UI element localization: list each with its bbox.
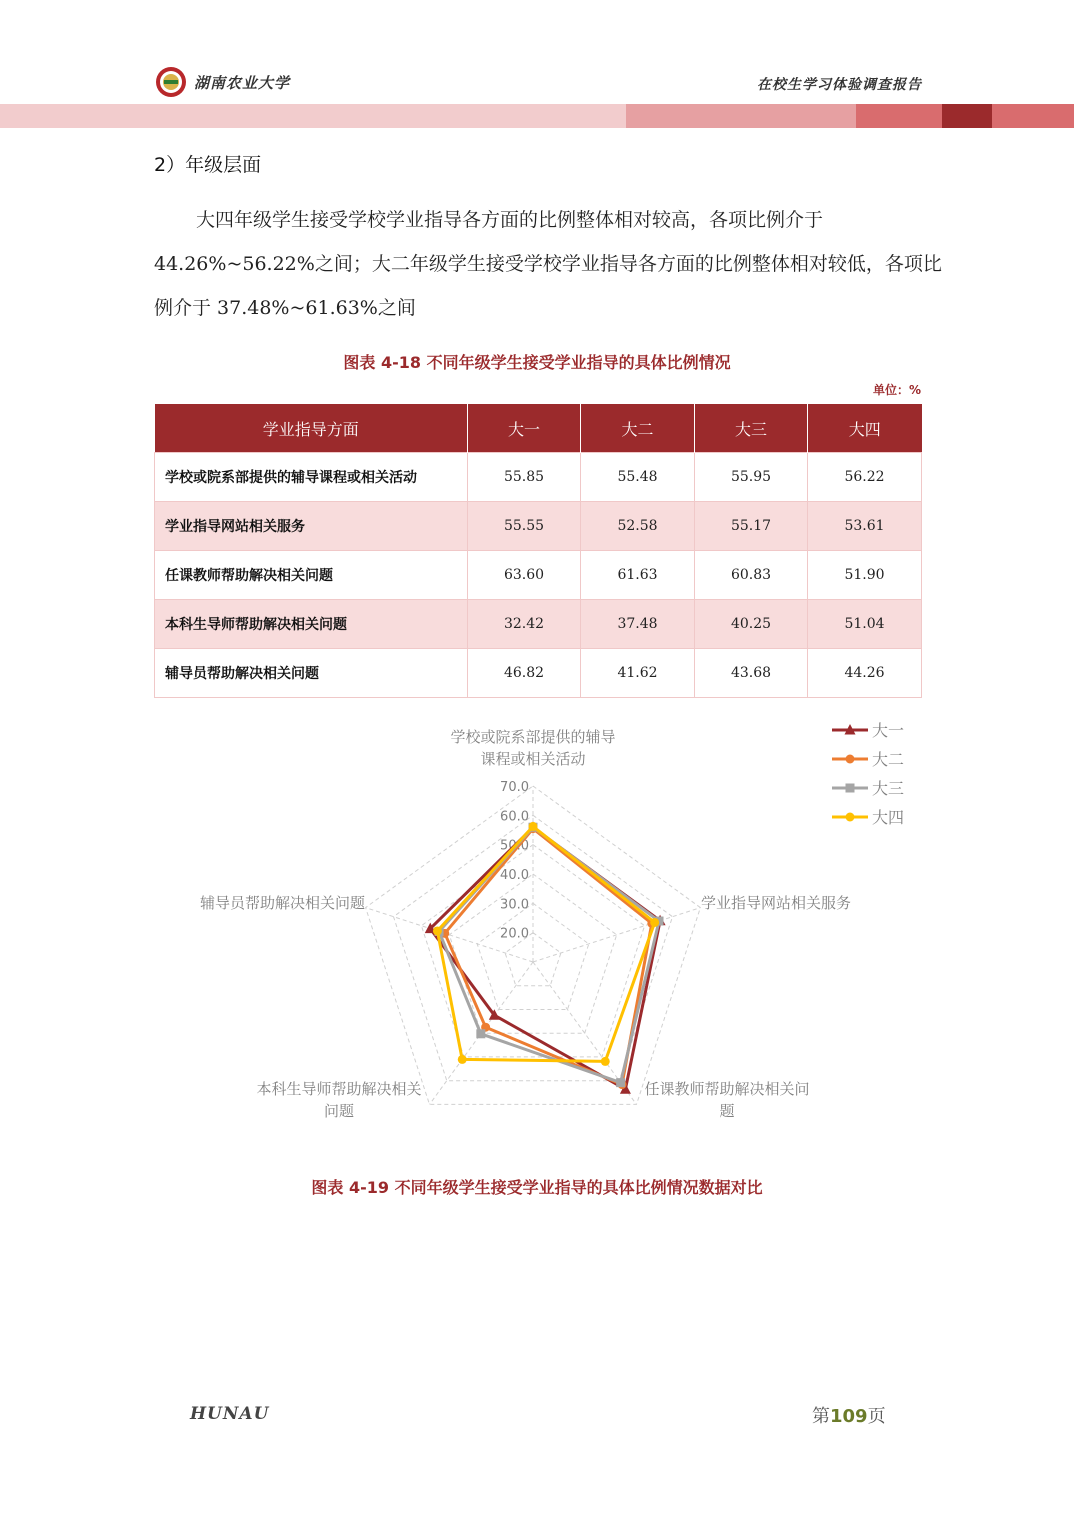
paragraph-text: 大四年级学生接受学校学业指导各方面的比例整体相对较高，各项比例介于44.26%~56.22%之间；大二年级学生接受学校学业指导各方面的比例整体相对较低，各项比例介于 37.48%~61.63%之间 [154, 209, 942, 319]
radar-data-point [458, 1055, 467, 1064]
legend-label: 大二 [872, 750, 905, 769]
radar-data-point [433, 926, 442, 935]
radar-axis-label-line: 任课教师帮助解决相关问 [644, 1080, 810, 1098]
table-cell: 53.61 [808, 502, 922, 551]
footer-brand: HUNAU [190, 1404, 270, 1424]
legend-marker [846, 784, 855, 793]
header-band-light [0, 104, 626, 128]
table-cell: 55.17 [695, 502, 808, 551]
radar-axis-label [644, 1080, 809, 1120]
page-suffix: 页 [867, 1406, 886, 1427]
chart-caption: 图表 4-19 不同年级学生接受学业指导的具体比例情况数据对比 [311, 1178, 763, 1197]
table-cell: 60.83 [695, 551, 808, 600]
table-caption: 图表 4-18 不同年级学生接受学业指导的具体比例情况 [343, 353, 731, 372]
radar-series-line [437, 826, 654, 1061]
radar-tick-label: 70.0 [500, 780, 529, 795]
radar-axis-label-line: 学校或院系部提供的辅导 [450, 728, 616, 746]
table-cell: 32.42 [468, 600, 581, 649]
table-cell: 55.95 [695, 453, 808, 502]
header-cell-year3: 大三 [695, 404, 808, 453]
legend-marker [846, 813, 855, 822]
radar-axis-label [450, 728, 615, 768]
table-cell: 43.68 [695, 649, 808, 698]
page-number-label [812, 1402, 886, 1428]
table-cell: 61.63 [581, 551, 695, 600]
legend-label: 大四 [872, 808, 905, 827]
row-label: 学校或院系部提供的辅导课程或相关活动 [155, 453, 468, 502]
table-row [155, 649, 922, 698]
radar-axis-label [200, 894, 365, 912]
table-cell: 37.48 [581, 600, 695, 649]
header-report-title: 在校生学习体验调查报告 [757, 77, 922, 93]
table-header-row [155, 404, 922, 453]
table-cell: 44.26 [808, 649, 922, 698]
table-cell: 63.60 [468, 551, 581, 600]
radar-tick-label: 40.0 [500, 868, 529, 883]
radar-data-point [529, 822, 538, 831]
header-band-dark [942, 104, 992, 128]
header-band-mid [626, 104, 856, 128]
page-prefix: 第 [812, 1406, 830, 1427]
radar-tick-label: 50.0 [500, 838, 529, 854]
guidance-table [154, 404, 922, 698]
table-cell: 52.58 [581, 502, 695, 551]
legend-label: 大三 [872, 779, 905, 798]
radar-chart [150, 712, 930, 1162]
radar-axis-label-line: 本科生导师帮助解决相关 [256, 1080, 422, 1098]
table-cell: 55.55 [468, 502, 581, 551]
radar-axis-label [701, 894, 851, 912]
table-cell: 51.04 [808, 600, 922, 649]
table-row [155, 453, 922, 502]
table-cell: 40.25 [695, 600, 808, 649]
table-cell: 56.22 [808, 453, 922, 502]
university-logo [155, 66, 187, 98]
radar-axis-label-line: 题 [719, 1102, 735, 1120]
radar-axis-label-line: 辅导员帮助解决相关问题 [199, 894, 365, 912]
table-unit: 单位：% [872, 383, 921, 397]
radar-series-line [439, 827, 659, 1082]
table-cell: 51.90 [808, 551, 922, 600]
radar-series-line [430, 828, 660, 1090]
table-row [155, 551, 922, 600]
row-label: 本科生导师帮助解决相关问题 [155, 600, 468, 649]
radar-axis-label-line: 学业指导网站相关服务 [701, 894, 852, 912]
header-cell-year2: 大二 [581, 404, 695, 453]
section-paragraph [154, 198, 944, 330]
table-cell: 46.82 [468, 649, 581, 698]
table-row [155, 502, 922, 551]
radar-tick-label: 30.0 [500, 897, 529, 913]
table-cell: 55.85 [468, 453, 581, 502]
radar-axis-label-line: 问题 [323, 1102, 355, 1120]
radar-data-point [601, 1057, 610, 1066]
radar-tick-label: 20.0 [500, 926, 529, 942]
radar-axis-label-line: 课程或相关活动 [480, 750, 586, 768]
table-cell: 41.62 [581, 649, 695, 698]
radar-spoke [533, 908, 700, 962]
table-cell: 55.48 [581, 453, 695, 502]
header-cell-year4: 大四 [808, 404, 922, 453]
section-title: 2）年级层面 [154, 154, 262, 176]
legend-label: 大一 [872, 721, 905, 740]
radar-tick-label: 60.0 [500, 809, 529, 825]
radar-data-point [476, 1029, 485, 1038]
table-row [155, 600, 922, 649]
header-band-strong [856, 104, 942, 128]
row-label: 学业指导网站相关服务 [155, 502, 468, 551]
row-label: 辅导员帮助解决相关问题 [155, 649, 468, 698]
radar-data-point [616, 1078, 625, 1087]
header-band-end [992, 104, 1074, 128]
radar-data-point [650, 918, 659, 927]
header-cell-year1: 大一 [468, 404, 581, 453]
row-label: 任课教师帮助解决相关问题 [155, 551, 468, 600]
page-number: 109 [830, 1406, 868, 1427]
header-university-name: 湖南农业大学 [194, 74, 291, 92]
header-cell-aspect: 学业指导方面 [155, 404, 468, 453]
legend-marker [846, 755, 855, 764]
radar-axis-label [256, 1080, 421, 1120]
